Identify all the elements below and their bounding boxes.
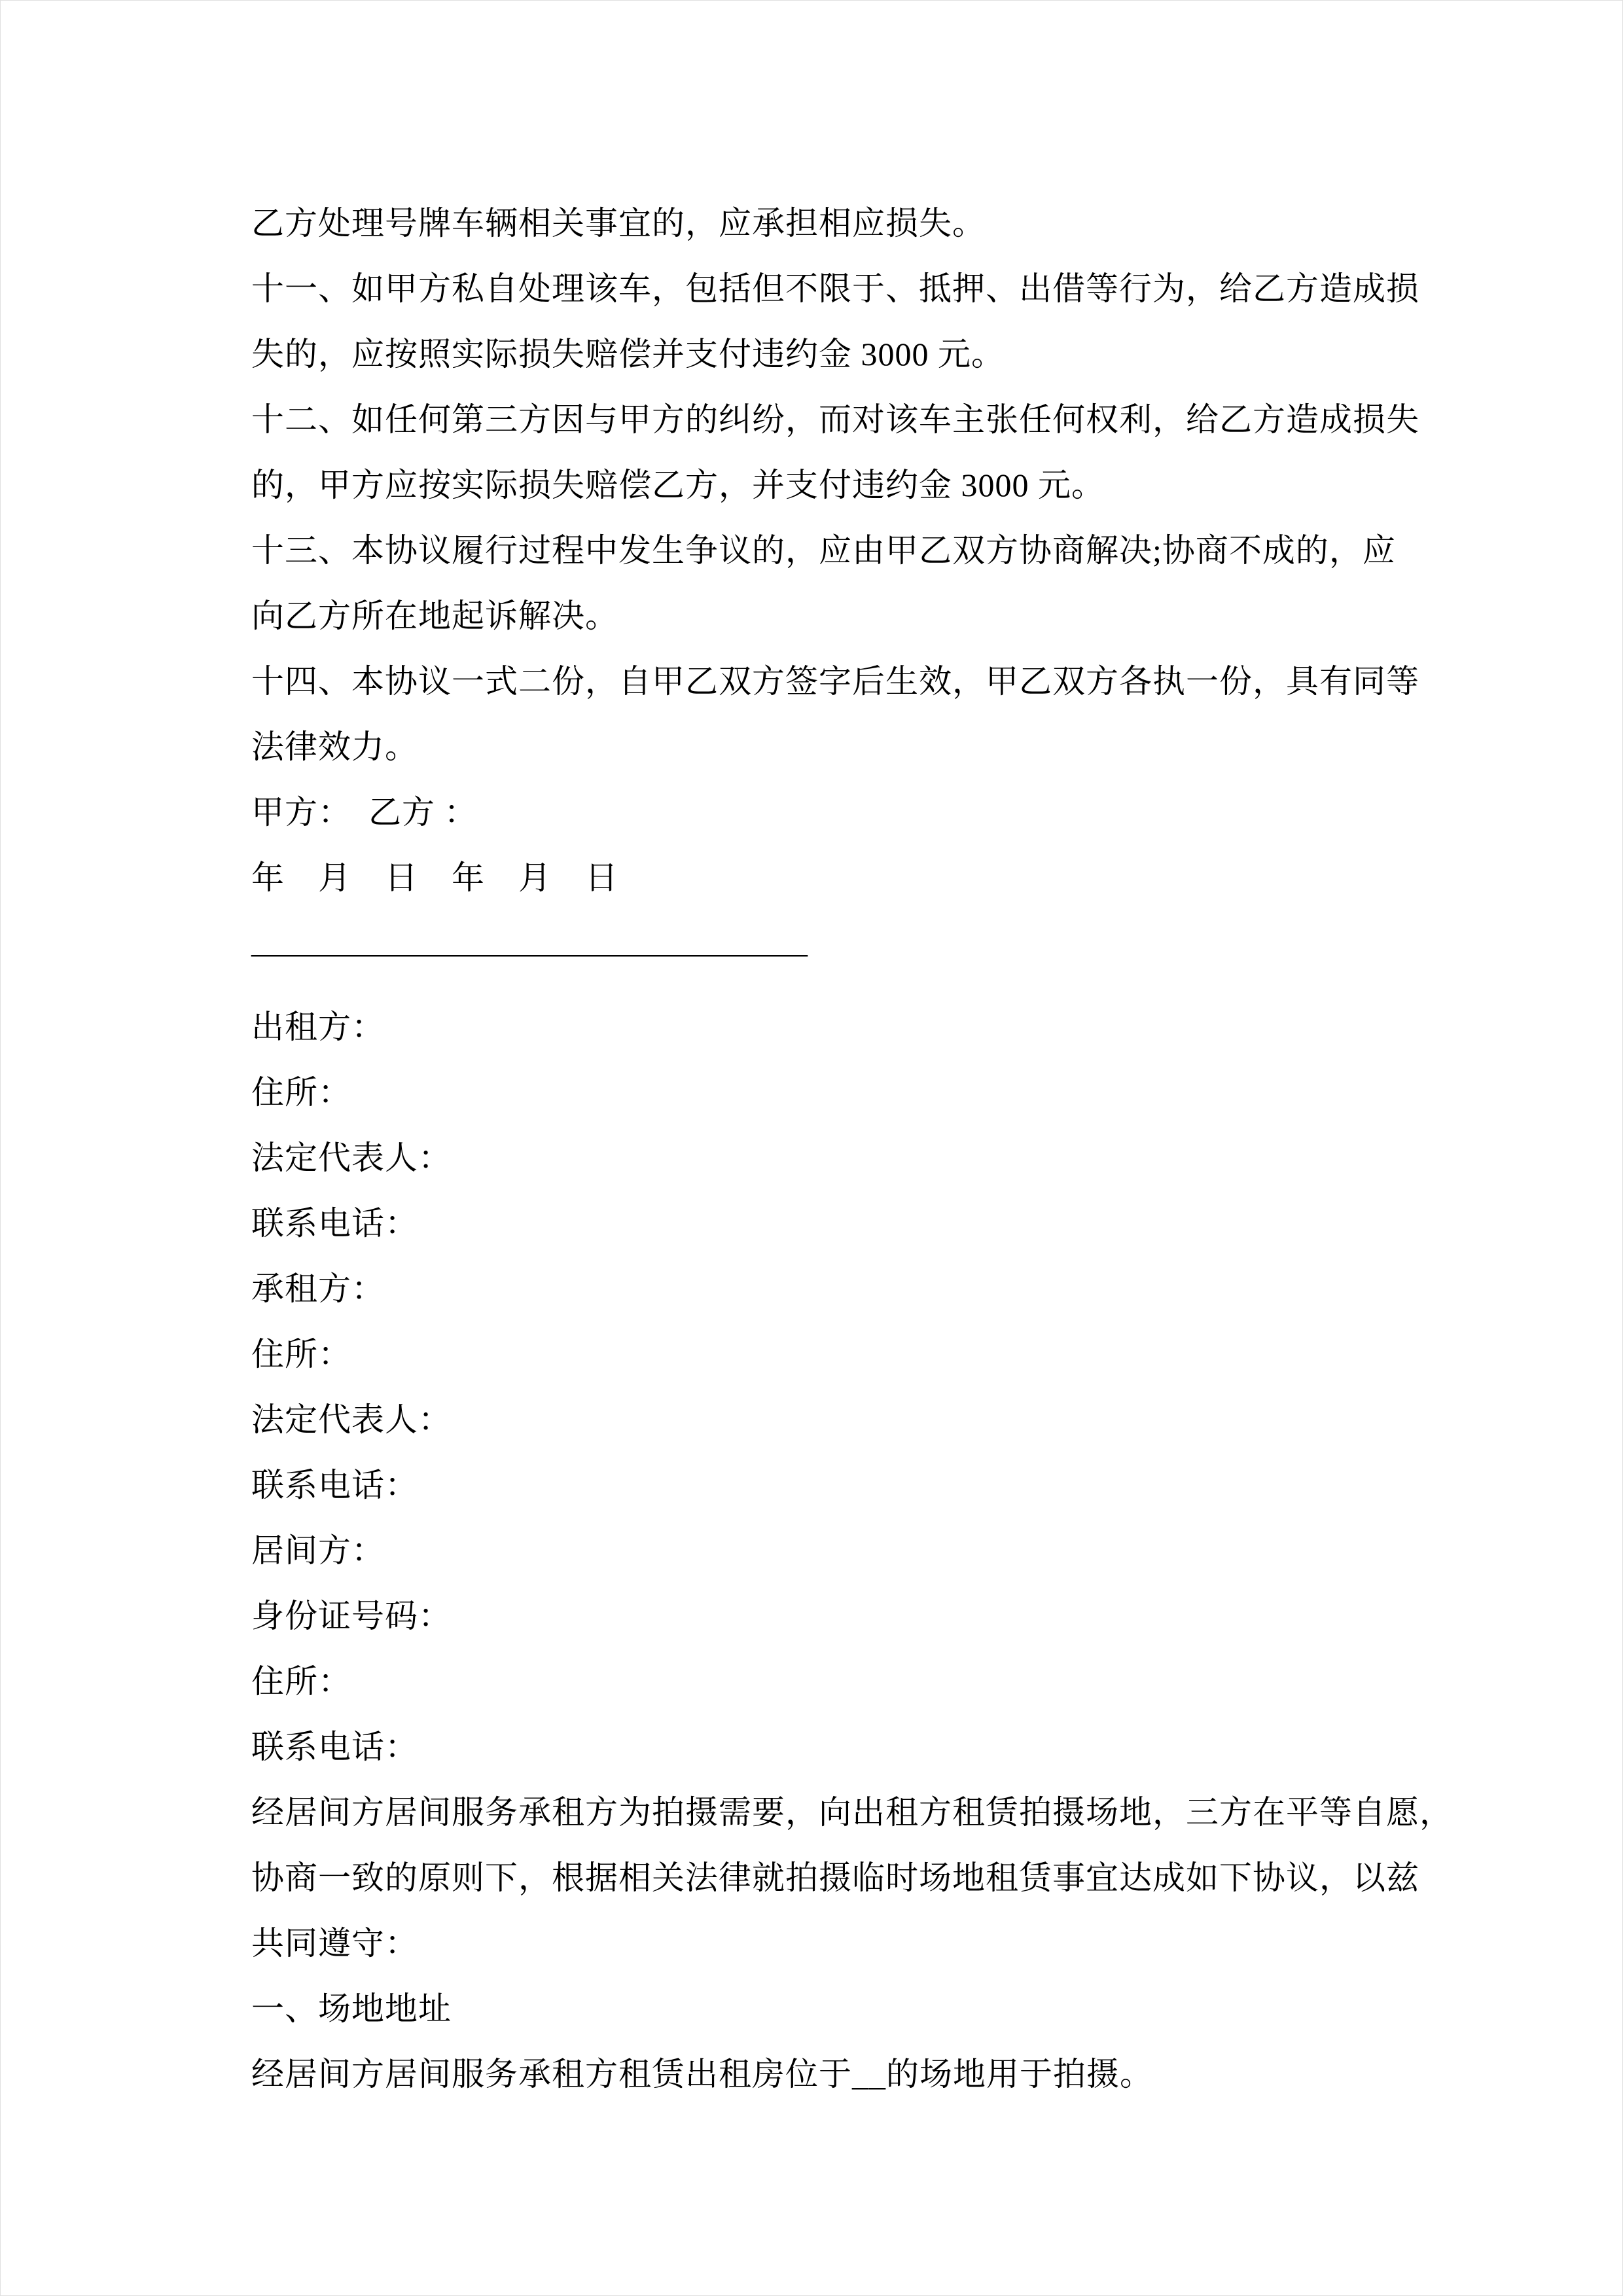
legal-representative-label: 法定代表人： — [251, 1139, 452, 1176]
document-line: 法律效力。 — [251, 728, 418, 765]
phone-label: 联系电话： — [251, 1205, 418, 1242]
address-label: 住所： — [251, 1663, 351, 1700]
document-line: 向乙方所在地起诉解决。 — [251, 598, 618, 634]
party-a-b-signature-line: 甲方： 乙方 ： — [251, 794, 478, 831]
section-heading: 一、场地地址 — [251, 1990, 452, 2027]
document-line: 失的，应按照实际损失赔偿并支付违约金 3000 元。 — [251, 336, 1005, 372]
document-line: 乙方处理号牌车辆相关事宜的，应承担相应损失。 — [251, 205, 986, 242]
lessee-label: 承租方： — [251, 1270, 385, 1307]
document-line: 经居间方居间服务承租方租赁出租房位于__的场地用于拍摄。 — [251, 2056, 1153, 2092]
date-line: 年 月 日 年 月 日 — [251, 859, 618, 896]
document-line: 协商一致的原则下，根据相关法律就拍摄临时场地租赁事宜达成如下协议，以兹 — [251, 1859, 1419, 1896]
separator-line: ————————————————— — [251, 934, 808, 971]
phone-label: 联系电话： — [251, 1729, 418, 1765]
intermediary-label: 居间方： — [251, 1532, 385, 1569]
document-line: 经居间方居间服务承租方为拍摄需要，向出租方租赁拍摄场地，三方在平等自愿， — [251, 1794, 1453, 1831]
address-label: 住所： — [251, 1074, 351, 1111]
legal-representative-label: 法定代表人： — [251, 1401, 452, 1438]
document-line: 的，甲方应按实际损失赔偿乙方，并支付违约金 3000 元。 — [251, 467, 1105, 503]
document-line: 十四、本协议一式二份，自甲乙双方签字后生效，甲乙双方各执一份，具有同等 — [251, 663, 1419, 700]
document-line: 十二、如任何第三方因与甲方的纠纷，而对该车主张任何权利，给乙方造成损失 — [251, 401, 1419, 438]
document-line: 十一、如甲方私自处理该车，包括但不限于、抵押、出借等行为，给乙方造成损 — [251, 270, 1419, 307]
document-line: 共同遵守： — [251, 1925, 418, 1962]
lessor-label: 出租方： — [251, 1009, 385, 1045]
address-label: 住所： — [251, 1336, 351, 1372]
phone-label: 联系电话： — [251, 1467, 418, 1503]
document-line: 十三、本协议履行过程中发生争议的，应由甲乙双方协商解决;协商不成的，应 — [251, 532, 1396, 569]
id-number-label: 身份证号码： — [251, 1598, 452, 1634]
